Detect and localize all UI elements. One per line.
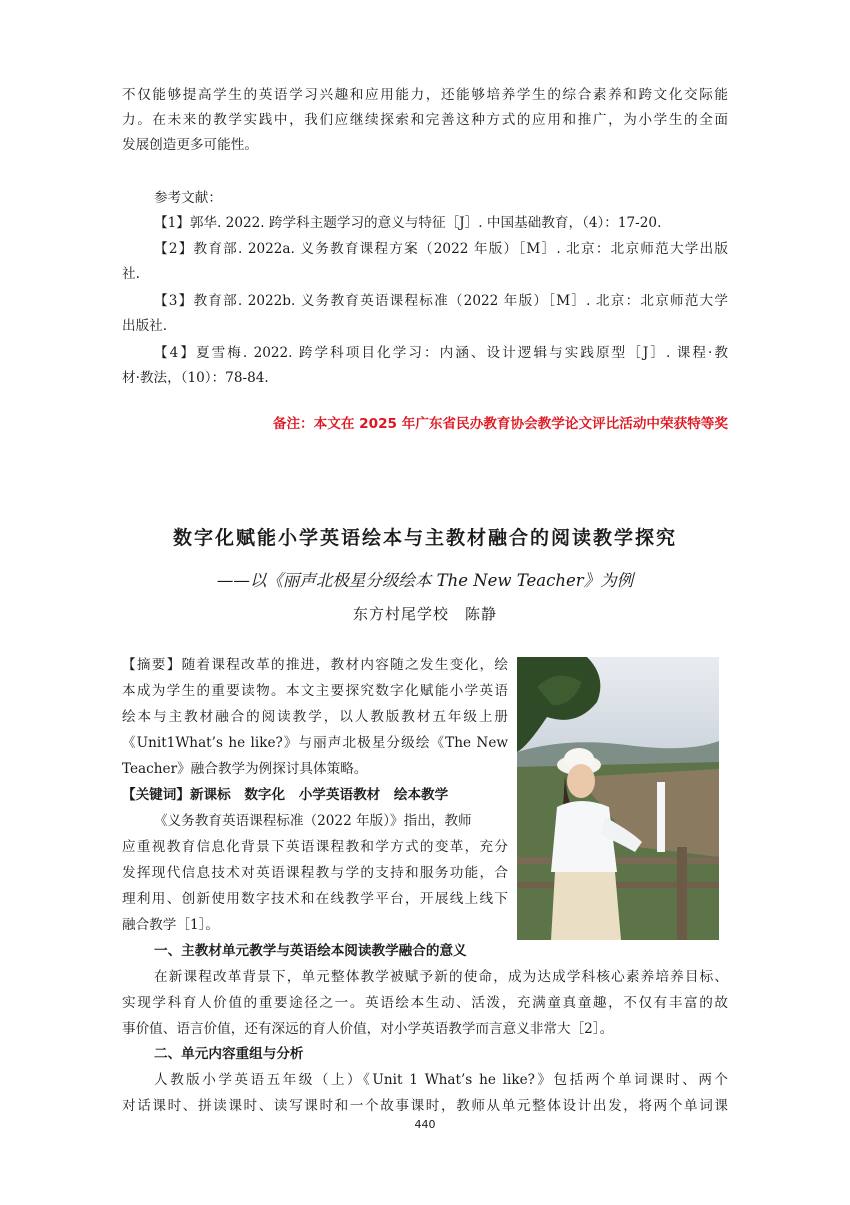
page-number: 440 <box>414 1118 436 1131</box>
author-name: 陈静 <box>465 605 498 623</box>
reference-4-cont: 材·教法，（10）：78-84. <box>122 370 269 386</box>
author-school: 东方村尾学校 <box>352 605 449 623</box>
abstract-line: 绘本与主教材融合的阅读教学，以人教版教材五年级上册 <box>122 709 508 725</box>
reference-3: 【3】教育部. 2022b. 义务教育英语课程标准（2022 年版）［M］. 北京：北京师范大学 <box>154 293 728 309</box>
section-2-line: 对话课时、拼读课时、读写课时和一个故事课时，教师从单元整体设计出发，将两个单词课 <box>122 1098 728 1114</box>
section-2-heading: 二、单元内容重组与分析 <box>154 1046 304 1062</box>
abstract-line: Teacher》融合教学为例探讨具体策略。 <box>122 761 368 777</box>
body-line: 应重视教育信息化背景下英语课程教和学方式的变革，充分 <box>122 839 508 855</box>
abstract-line: 本成为学生的重要读物。本文主要探究数字化赋能小学英语 <box>122 683 508 699</box>
section-1-line: 在新课程改革背景下，单元整体教学被赋予新的使命，成为达成学科核心素养培养目标、 <box>154 969 728 985</box>
section-2-line: 人教版小学英语五年级（上）《Unit 1 What’s he like?》包括两个单词课时、两个 <box>154 1072 728 1088</box>
reference-4: 【4】夏雪梅. 2022. 跨学科项目化学习：内涵、设计逻辑与实践原型［J］. 课程·教 <box>154 345 728 361</box>
section-1-line: 实现学科育人价值的重要途径之一。英语绘本生动、活泼，充满童真童趣，不仅有丰富的故 <box>122 995 728 1011</box>
award-note: 备注：本文在 2025 年广东省民办教育协会教学论文评比活动中荣获特等奖 <box>272 416 728 432</box>
author-photo-illustration <box>517 657 719 940</box>
reference-2-cont: 社. <box>122 266 140 282</box>
body-line: 发挥现代信息技术对英语课程教与学的支持和服务功能，合 <box>122 865 508 881</box>
section-1-line: 事价值、语言价值，还有深远的育人价值，对小学英语教学而言意义非常大［2］。 <box>122 1021 614 1037</box>
keywords: 【关键词】新课标 数字化 小学英语教材 绘本教学 <box>122 787 449 803</box>
section-1-heading: 一、主教材单元教学与英语绘本阅读教学融合的意义 <box>154 943 467 959</box>
body-line: 理利用、创新使用数字技术和在线教学平台，开展线上线下 <box>122 891 508 907</box>
references-heading: 参考文献： <box>154 190 222 206</box>
article-title: 数字化赋能小学英语绘本与主教材融合的阅读教学探究 <box>172 527 677 549</box>
article-subtitle: ——以《丽声北极星分级绘本 The New Teacher》为例 <box>216 571 634 590</box>
intro-line: 发展创造更多可能性。 <box>122 137 258 153</box>
abstract-line: 【摘要】随着课程改革的推进，教材内容随之发生变化，绘 <box>122 657 508 673</box>
body-line: 融合教学［1］。 <box>122 917 220 933</box>
reference-2: 【2】教育部. 2022a. 义务教育课程方案（2022 年版）［M］. 北京：北京师范大学出版 <box>154 241 728 257</box>
intro-line: 不仅能够提高学生的英语学习兴趣和应用能力，还能够培养学生的综合素养和跨文化交际能 <box>122 87 728 103</box>
reference-3-cont: 出版社. <box>122 318 168 334</box>
author-line <box>0 603 850 624</box>
body-paragraph-start: 《义务教育英语课程标准（2022 年版）》指出，教师 <box>154 813 472 829</box>
abstract-line: 《Unit1What’s he like?》与丽声北极星分级绘《The New <box>122 735 508 751</box>
intro-line: 力。在未来的教学实践中，我们应继续探索和完善这种方式的应用和推广，为小学生的全面 <box>122 112 728 128</box>
reference-1: 【1】郭华. 2022. 跨学科主题学习的意义与特征［J］. 中国基础教育，（4）：17-20. <box>154 215 662 231</box>
author-photo <box>517 657 719 940</box>
